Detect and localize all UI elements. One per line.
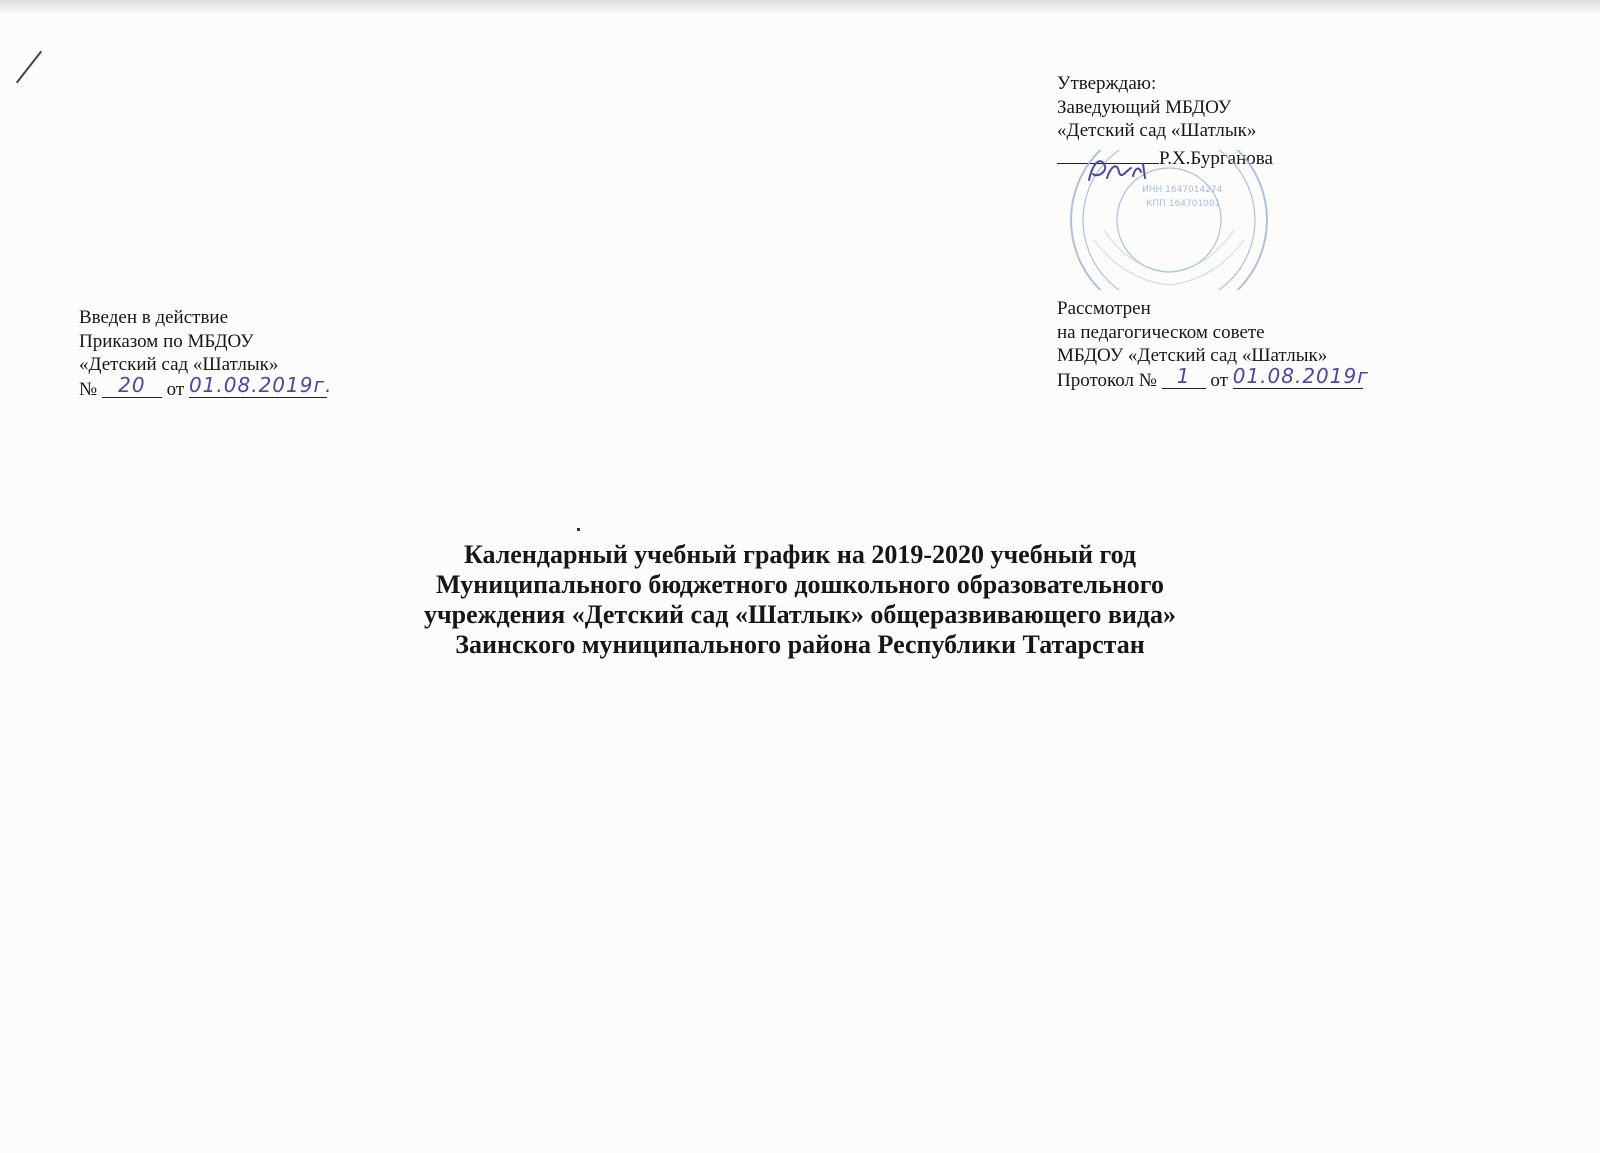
order-number-blank [102,372,162,398]
title-line-4: Заинского муниципального района Республики Татарстан [455,630,1145,659]
order-date-prefix: от [166,378,185,400]
title-line-3: учреждения «Детский сад «Шатлык» общеразвивающего вида» [423,600,1177,629]
stamp-kpp: КПП 164701001 [1146,199,1221,209]
reviewed-line-1: Рассмотрен [1057,298,1151,319]
protocol-date-blank [1232,363,1369,389]
stray-mark [577,528,580,531]
enacted-line-3: «Детский сад «Шатлык» [79,354,279,375]
title-line-2: Муниципального бюджетного дошкольного образовательного [436,570,1164,599]
order-number-prefix: № [79,378,98,400]
stamp-inn: ИНН 1647014274 [1142,185,1223,195]
protocol-date-prefix: от [1210,369,1228,391]
protocol-date: 01.08.2019г [1232,363,1369,388]
order-number: 20 [118,372,146,397]
order-date: 01.08.2019г. [188,372,333,397]
approval-line-1: Утверждаю: [1057,73,1157,94]
approval-signer: Р.Х.Бурганова [1159,147,1273,169]
reviewed-line-3: МБДОУ «Детский сад «Шатлык» [1057,345,1328,366]
enacted-order-line [79,372,333,402]
order-date-blank [188,372,333,398]
document-title [0,540,1600,660]
enacted-line-1: Введен в действие [79,307,229,328]
protocol-number: 1 [1176,363,1191,388]
scan-pen-mark [16,51,42,84]
enacted-line-2: Приказом по МБДОУ [79,330,254,352]
scan-edge-shadow [0,0,1600,14]
approval-line-3: «Детский сад «Шатлык» [1057,120,1257,141]
reviewed-block [1057,297,1369,392]
protocol-prefix: Протокол № [1057,369,1157,391]
reviewed-protocol-line [1057,363,1369,393]
enacted-block [79,306,333,401]
signature-image [1083,152,1153,188]
title-line-1: Календарный учебный график на 2019-2020 учебный год [463,540,1137,569]
protocol-number-blank [1162,363,1206,389]
reviewed-line-2: на педагогическом совете [1057,321,1265,343]
approval-line-2: Заведующий МБДОУ [1057,96,1232,118]
